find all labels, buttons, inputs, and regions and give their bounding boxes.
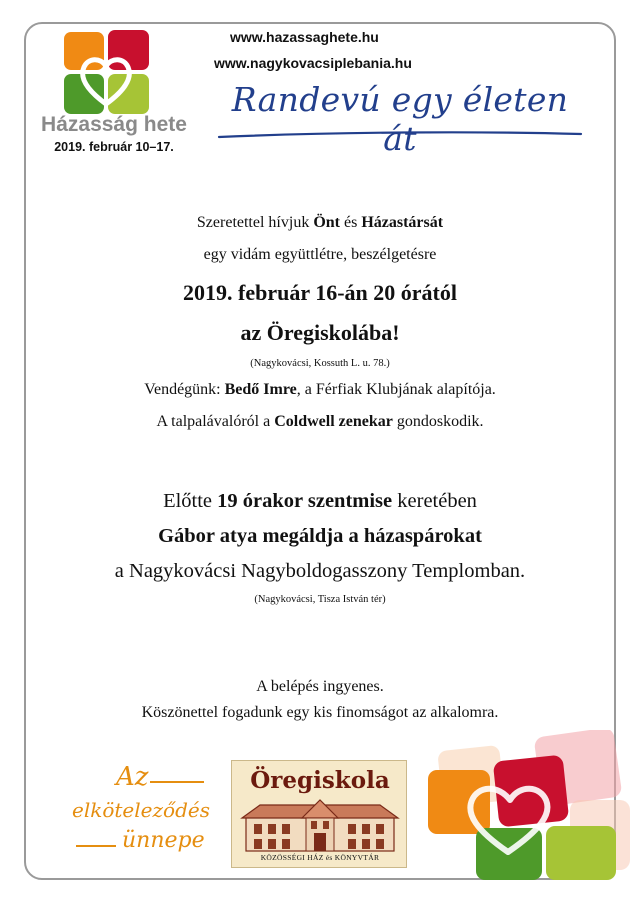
marriage-week-heart-logo-icon <box>64 30 149 115</box>
mass-line-1: Előtte 19 órakor szentmise keretében <box>163 490 477 512</box>
commitment-line-3: ünnepe <box>122 828 205 853</box>
commitment-dash-lines <box>72 762 222 862</box>
invitation-line-1: Szeretettel hívjuk Önt és Házastársát <box>196 214 444 231</box>
commitment-line-1: Az <box>116 762 149 792</box>
logo-date: 2019. február 10–17. <box>54 140 174 154</box>
commitment-celebration-logo <box>72 762 222 862</box>
website-link-hazassaghete[interactable]: www.hazassaghete.hu <box>230 29 379 45</box>
commitment-line-2: elköteleződés <box>72 798 210 822</box>
event-venue: az Öregiskolába! <box>240 320 400 345</box>
invitation-line-2: egy vidám együttlétre, beszélgetésre <box>203 246 437 263</box>
music-line: A talpalávalóról a Coldwell zenekar gondoskodik. <box>156 413 484 430</box>
logo-title: Házasság hete <box>41 113 187 136</box>
venue-address: (Nagykovácsi, Kossuth L. u. 78.) <box>250 358 390 369</box>
oregiskola-logo <box>231 760 407 868</box>
oregiskola-title: Öregiskola <box>250 767 390 794</box>
oregiskola-subtitle: KÖZÖSSÉGI HÁZ és KÖNYVTÁR <box>260 853 380 862</box>
decorative-heart-squares-icon <box>420 730 636 880</box>
mass-line-2: Gábor atya megáldja a házaspárokat <box>158 525 482 547</box>
school-building-icon <box>240 799 400 853</box>
website-link-plebania[interactable]: www.nagykovacsiplebania.hu <box>214 55 412 71</box>
tagline: Randevú egy életen át <box>231 80 569 158</box>
mass-line-3: a Nagykovácsi Nagyboldogasszony Templomban. <box>114 560 526 582</box>
event-date-time: 2019. február 16-án 20 órától <box>183 280 457 305</box>
tagline-underline <box>215 128 585 140</box>
church-address: (Nagykovácsi, Tisza István tér) <box>254 594 386 605</box>
guest-line: Vendégünk: Bedő Imre, a Férfiak Klubjának alapítója. <box>144 381 496 398</box>
thanks-note: Köszönettel fogadunk egy kis finomságot az alkalomra. <box>141 704 499 721</box>
entry-free-note: A belépés ingyenes. <box>256 678 384 695</box>
